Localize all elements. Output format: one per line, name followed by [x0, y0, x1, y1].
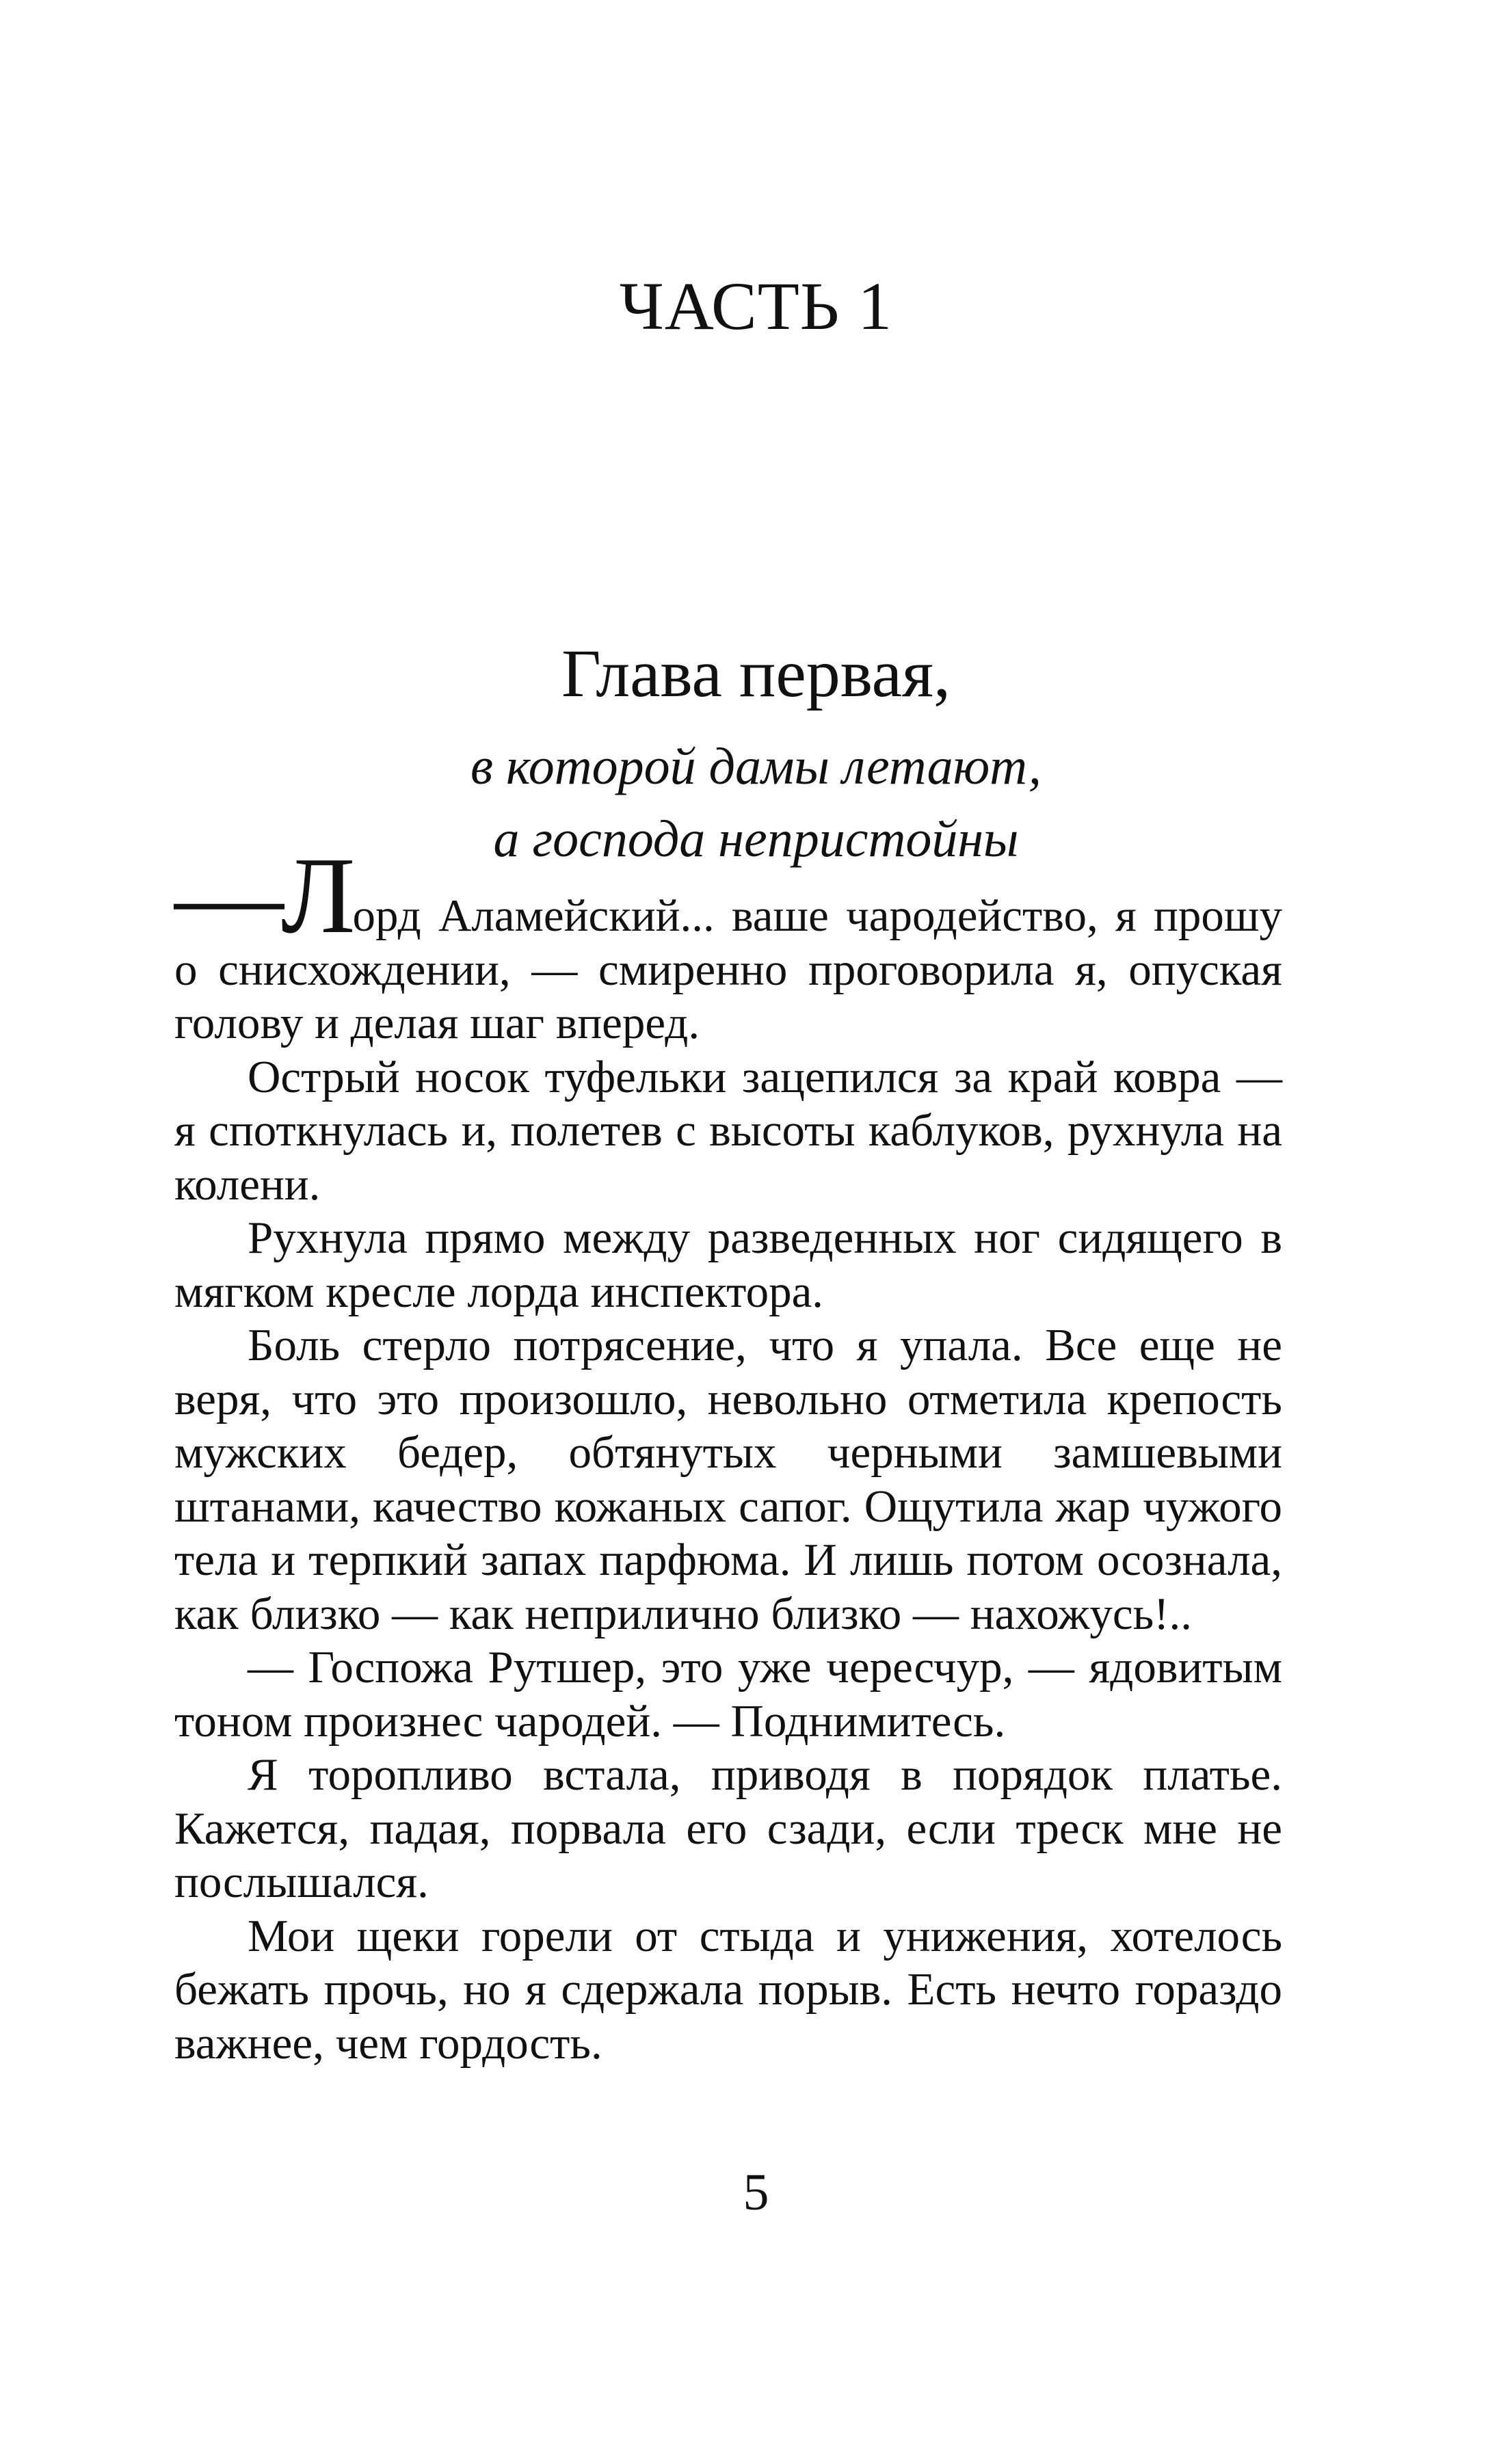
drop-cap: —Л [174, 834, 353, 956]
paragraph-3: Рухнула прямо между разведенных ног сидящего в мягком кресле лорда инспектора. [174, 1212, 1282, 1317]
chapter-subtitle-line-2: а господа непристойны [493, 810, 1019, 868]
part-title: ЧАСТЬ 1 [619, 268, 893, 344]
page-number: 5 [743, 2164, 769, 2221]
paragraph-4: Боль стерло потрясение, что я упала. Все еще не веря, что это произошло, невольно отметила крепость мужских бедер, обтянутых черными замшевыми штанами, качество кожаных сапог. Ощутила жар чужого тела и терпкий запах парфюма. И лишь потом осознала, как близко — как неприлично близко — нахожусь!.. [174, 1320, 1282, 1639]
paragraph-1-text: орд Аламейский... ваше чародейство, я прошу о снисхождении, — смиренно проговорила я, опуская голову и делая шаг вперед. [174, 890, 1282, 1048]
paragraph-7: Мои щеки горели от стыда и унижения, хотелось бежать прочь, но я сдержала порыв. Есть нечто гораздо важнее, чем гордость. [174, 1910, 1282, 2069]
paragraph-2: Острый носок туфельки зацепился за край ковра — я споткнулась и, полетев с высоты каблуков, рухнула на колени. [174, 1051, 1282, 1210]
paragraph-5: — Госпожа Рутшер, это уже чересчур, — ядовитым тоном произнес чародей. — Поднимитесь. [174, 1642, 1282, 1747]
chapter-title: Глава первая, [561, 635, 951, 711]
chapter-subtitle-line-1: в которой дамы летают, [470, 738, 1042, 795]
paragraph-6: Я торопливо встала, приводя в порядок платье. Кажется, падая, порвала его сзади, если треск мне не послышался. [174, 1749, 1282, 1907]
